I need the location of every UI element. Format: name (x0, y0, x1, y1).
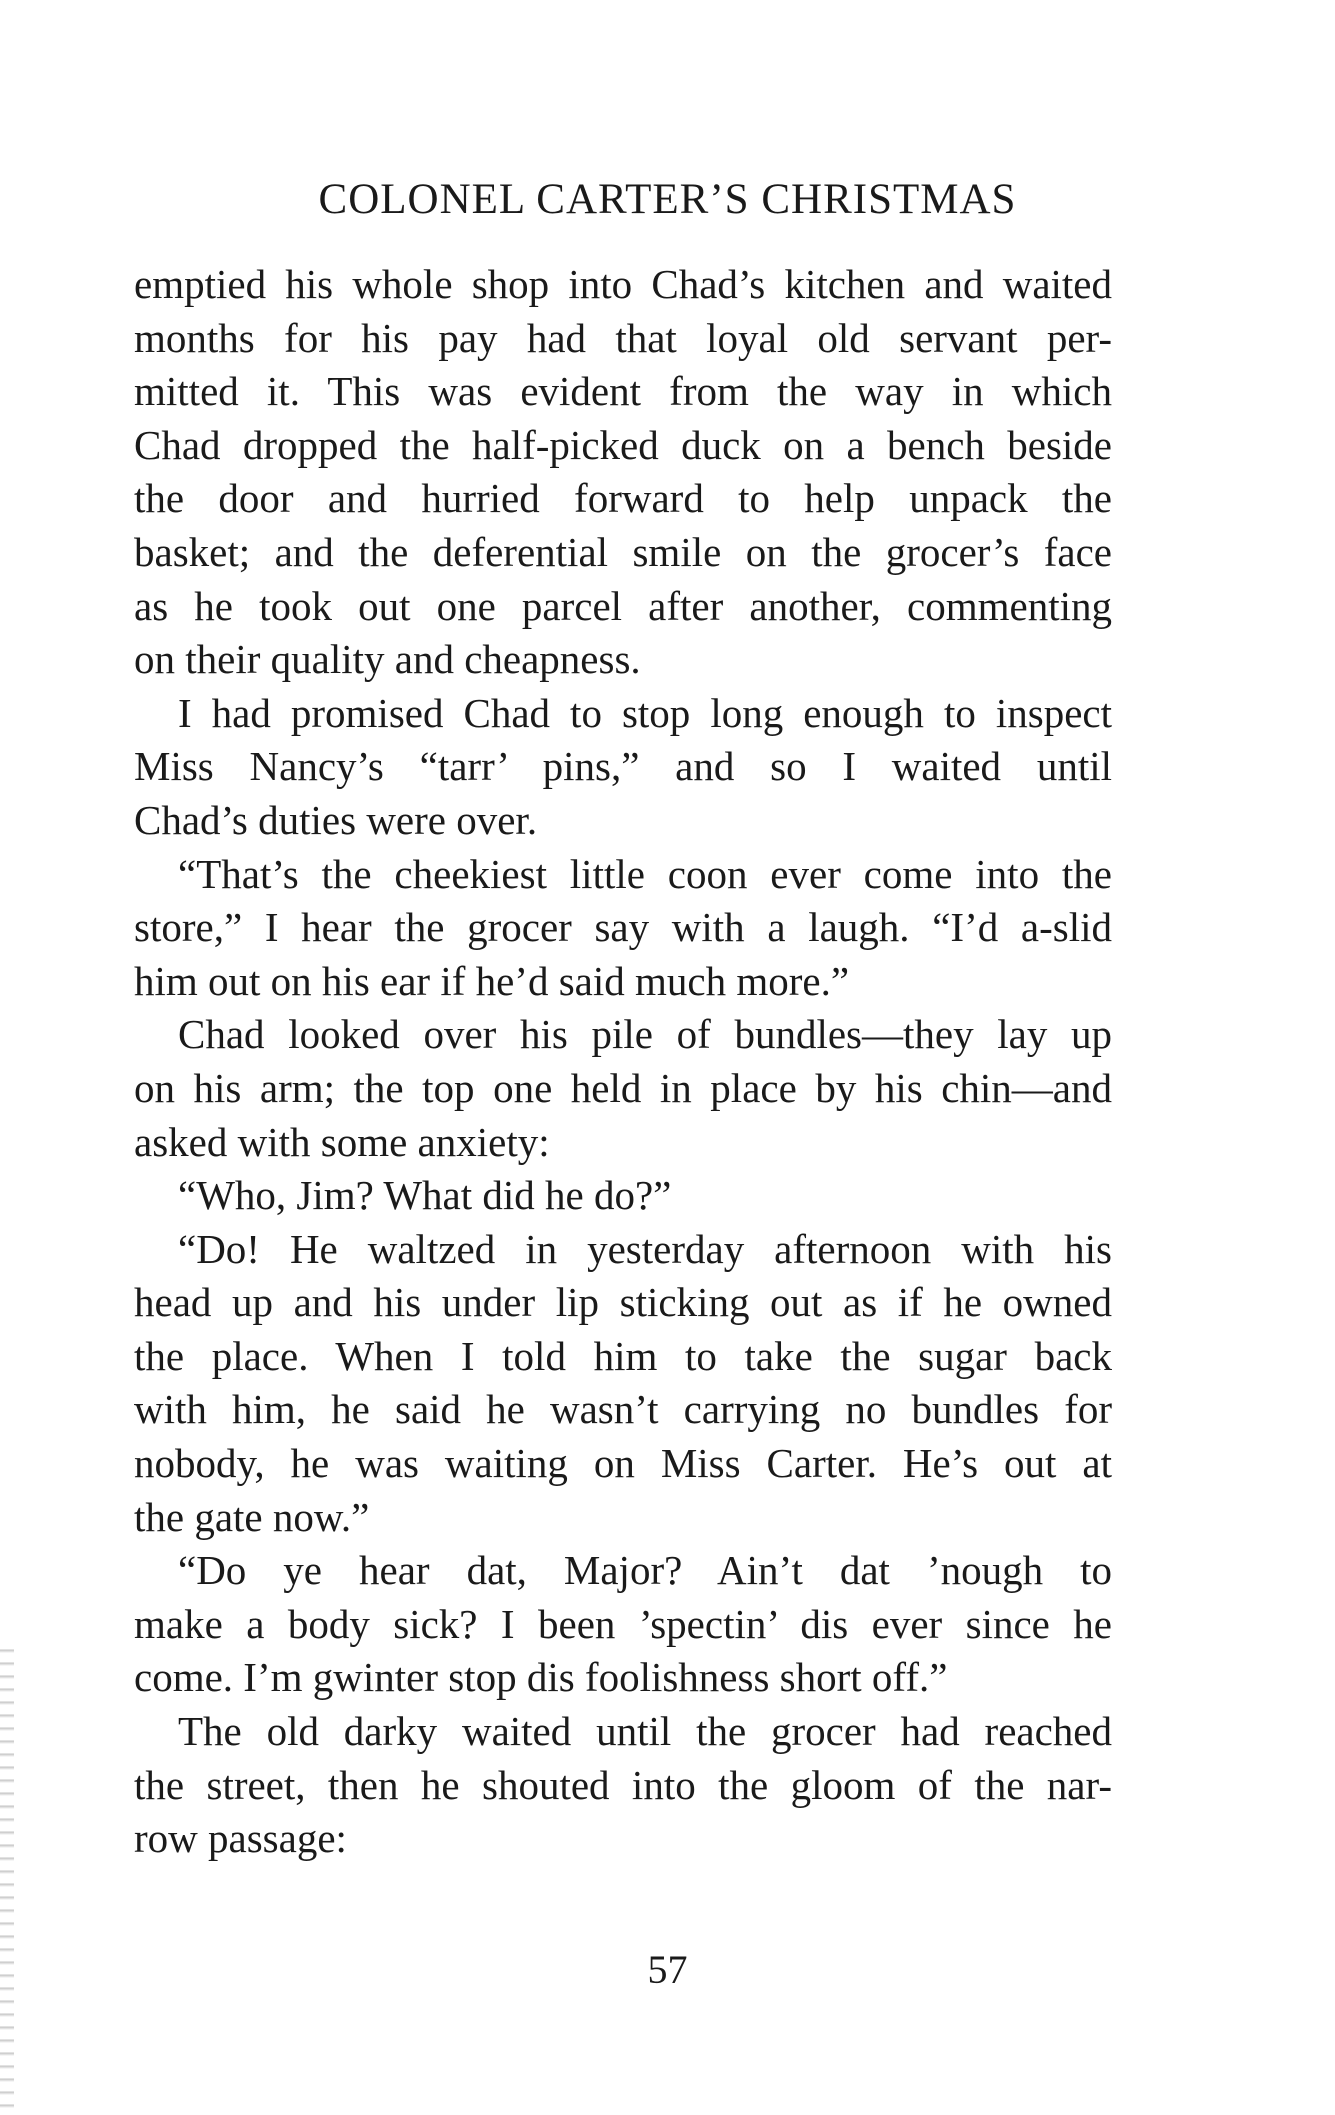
text-line: Chad looked over his pile of bundles—they lay up (178, 1011, 1112, 1058)
text-line: the door and hurried forward to help unpack the (134, 475, 1112, 522)
text-line: head up and his under lip sticking out as if he owned (134, 1279, 1112, 1326)
text-line: I had promised Chad to stop long enough to inspect (178, 689, 1112, 736)
text-line: The old darky waited until the grocer had reached (178, 1708, 1112, 1755)
page-number: 57 (647, 1947, 688, 1992)
text-line: nobody, he was waiting on Miss Carter. He’s out at (134, 1440, 1112, 1487)
text-line: emptied his whole shop into Chad’s kitchen and waited (134, 261, 1112, 307)
text-line: basket; and the deferential smile on the grocer’s face (134, 528, 1112, 575)
text-line: store,” I hear the grocer say with a laugh. “I’d a-slid (134, 904, 1112, 951)
text-line: the place. When I told him to take the sugar back (134, 1332, 1112, 1379)
text-line: “Who, Jim? What did he do?” (178, 1172, 672, 1219)
text-line: with him, he said he wasn’t carrying no bundles for (134, 1386, 1112, 1433)
page-edge-texture (0, 1640, 14, 2110)
text-line: row passage: (134, 1815, 347, 1862)
text-line: asked with some anxiety: (134, 1118, 550, 1165)
text-line: months for his pay had that loyal old servant per- (134, 314, 1112, 361)
text-line: make a body sick? I been ’spectin’ dis ever since he (134, 1600, 1112, 1647)
text-line: him out on his ear if he’d said much more.” (134, 957, 850, 1004)
text-line: on his arm; the top one held in place by his chin—and (134, 1064, 1112, 1111)
text-line: the gate now.” (134, 1493, 370, 1540)
text-line: “Do! He waltzed in yesterday afternoon with his (178, 1225, 1112, 1272)
running-head: COLONEL CARTER’S CHRISTMAS (318, 176, 1017, 223)
text-line: Chad’s duties were over. (134, 796, 538, 843)
text-line: mitted it. This was evident from the way in which (134, 368, 1112, 415)
body-text (134, 258, 1112, 1866)
text-line: the street, then he shouted into the gloom of the nar- (134, 1761, 1112, 1808)
text-line: “Do ye hear dat, Major? Ain’t dat ’nough to (178, 1547, 1112, 1594)
text-line: “That’s the cheekiest little coon ever come into the (178, 850, 1112, 897)
text-line: come. I’m gwinter stop dis foolishness short off.” (134, 1654, 948, 1701)
text-line: Chad dropped the half-picked duck on a bench beside (134, 421, 1112, 468)
text-line: on their quality and cheapness. (134, 636, 641, 683)
text-line: Miss Nancy’s “tarr’ pins,” and so I waited until (134, 743, 1112, 790)
text-line: as he took out one parcel after another, commenting (134, 582, 1112, 629)
